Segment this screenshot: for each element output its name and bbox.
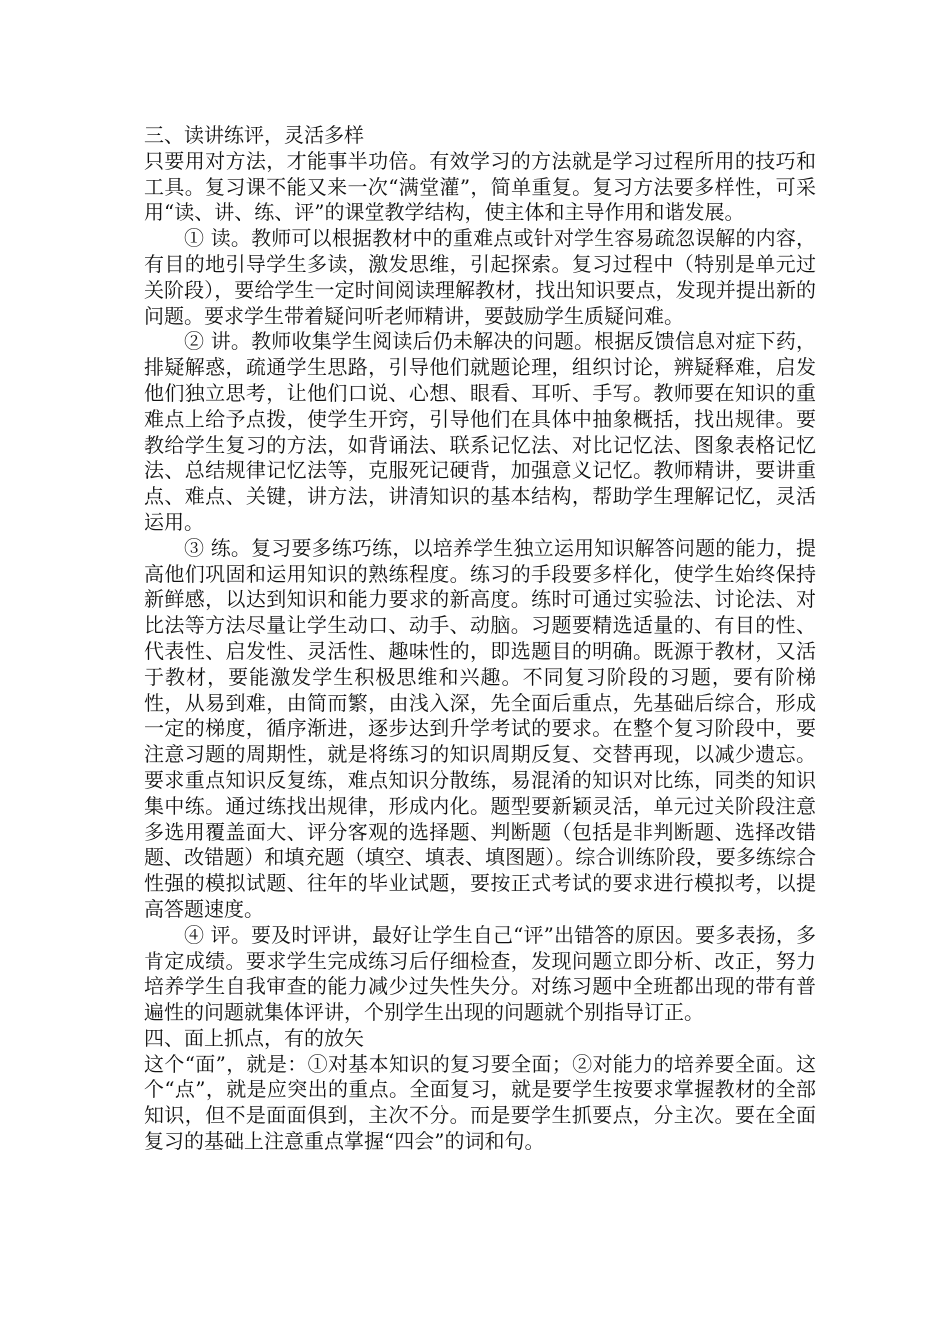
evaluate-paragraph: ④ 评。要及时评讲，最好让学生自己“评”出错答的原因。要多表扬，多肯定成绩。要求学生完成练习后仔细检查，发现问题立即分析、改正，努力培养学生自我审查的能力减少过失性失分。对练习题中全班都出现的带有普遍性的问题就集体评讲，个别学生出现的问题就个别指导订正。: [144, 922, 816, 1025]
section-3-intro-paragraph: 只要用对方法，才能事半功倍。有效学习的方法就是学习过程所用的技巧和工具。复习课不能又来一次“满堂灌”，简单重复。复习方法要多样性，可采用“读、讲、练、评”的课堂教学结构，使主体和主导作用和谐发展。: [144, 148, 816, 225]
practice-paragraph: ③ 练。复习要多练巧练，以培养学生独立运用知识解答问题的能力，提高他们巩固和运用知识的熟练程度。练习的手段要多样化，使学生始终保持新鲜感，以达到知识和能力要求的新高度。练时可通过实验法、讨论法、对比法等方法尽量让学生动口、动手、动脑。习题要精选适量的、有目的性、代表性、启发性、灵活性、趣味性的，即选题目的明确。既源于教材，又活于教材，要能激发学生积极思维和兴趣。不同复习阶段的习题，要有阶梯性，从易到难，由简而繁，由浅入深，先全面后重点，先基础后综合，形成一定的梯度，循序渐进，逐步达到升学考试的要求。在整个复习阶段中，要注意习题的周期性，就是将练习的知识周期反复、交替再现，以减少遗忘。要求重点知识反复练，难点知识分散练，易混淆的知识对比练，同类的知识集中练。通过练找出规律，形成内化。题型要新颖灵活，单元过关阶段注意多选用覆盖面大、评分客观的选择题、判断题（包括是非判断题、选择改错题、改错题）和填充题（填空、填表、填图题）。综合训练阶段，要多练综合性强的模拟试题、往年的毕业试题，要按正式考试的要求进行模拟考，以提高答题速度。: [144, 535, 816, 921]
section-4-paragraph: 这个“面”，就是：①对基本知识的复习要全面；②对能力的培养要全面。这个“点”，就是应突出的重点。全面复习，就是要学生按要求掌握教材的全部知识，但不是面面俱到，主次不分。而是要学生抓要点，分主次。要在全面复习的基础上注意重点掌握“四会”的词和句。: [144, 1051, 816, 1154]
section-heading-3: 三、读讲练评，灵活多样: [144, 123, 364, 147]
read-paragraph: ① 读。教师可以根据教材中的重难点或针对学生容易疏忽误解的内容，有目的地引导学生多读，激发思维，引起探索。复习过程中（特别是单元过关阶段），要给学生一定时间阅读理解教材，找出知识要点，发现并提出新的问题。要求学生带着疑问听老师精讲，要鼓励学生质疑问难。: [144, 226, 816, 328]
section-heading-4: 四、面上抓点，有的放矢: [144, 1025, 364, 1050]
document-body: [144, 123, 816, 1155]
explain-paragraph: ② 讲。教师收集学生阅读后仍未解决的问题。根据反馈信息对症下药，排疑解惑，疏通学生思路，引导他们就题论理，组织讨论，辨疑释难，启发他们独立思考，让他们口说、心想、眼看、耳听、手写。教师要在知识的重难点上给予点拨，使学生开窍，引导他们在具体中抽象概括，找出规律。要教给学生复习的方法，如背诵法、联系记忆法、对比记忆法、图象表格记忆法、总结规律记忆法等，克服死记硬背，加强意义记忆。教师精讲，要讲重点、难点、关键，讲方法，讲清知识的基本结构，帮助学生理解记忆，灵活运用。: [144, 329, 816, 534]
